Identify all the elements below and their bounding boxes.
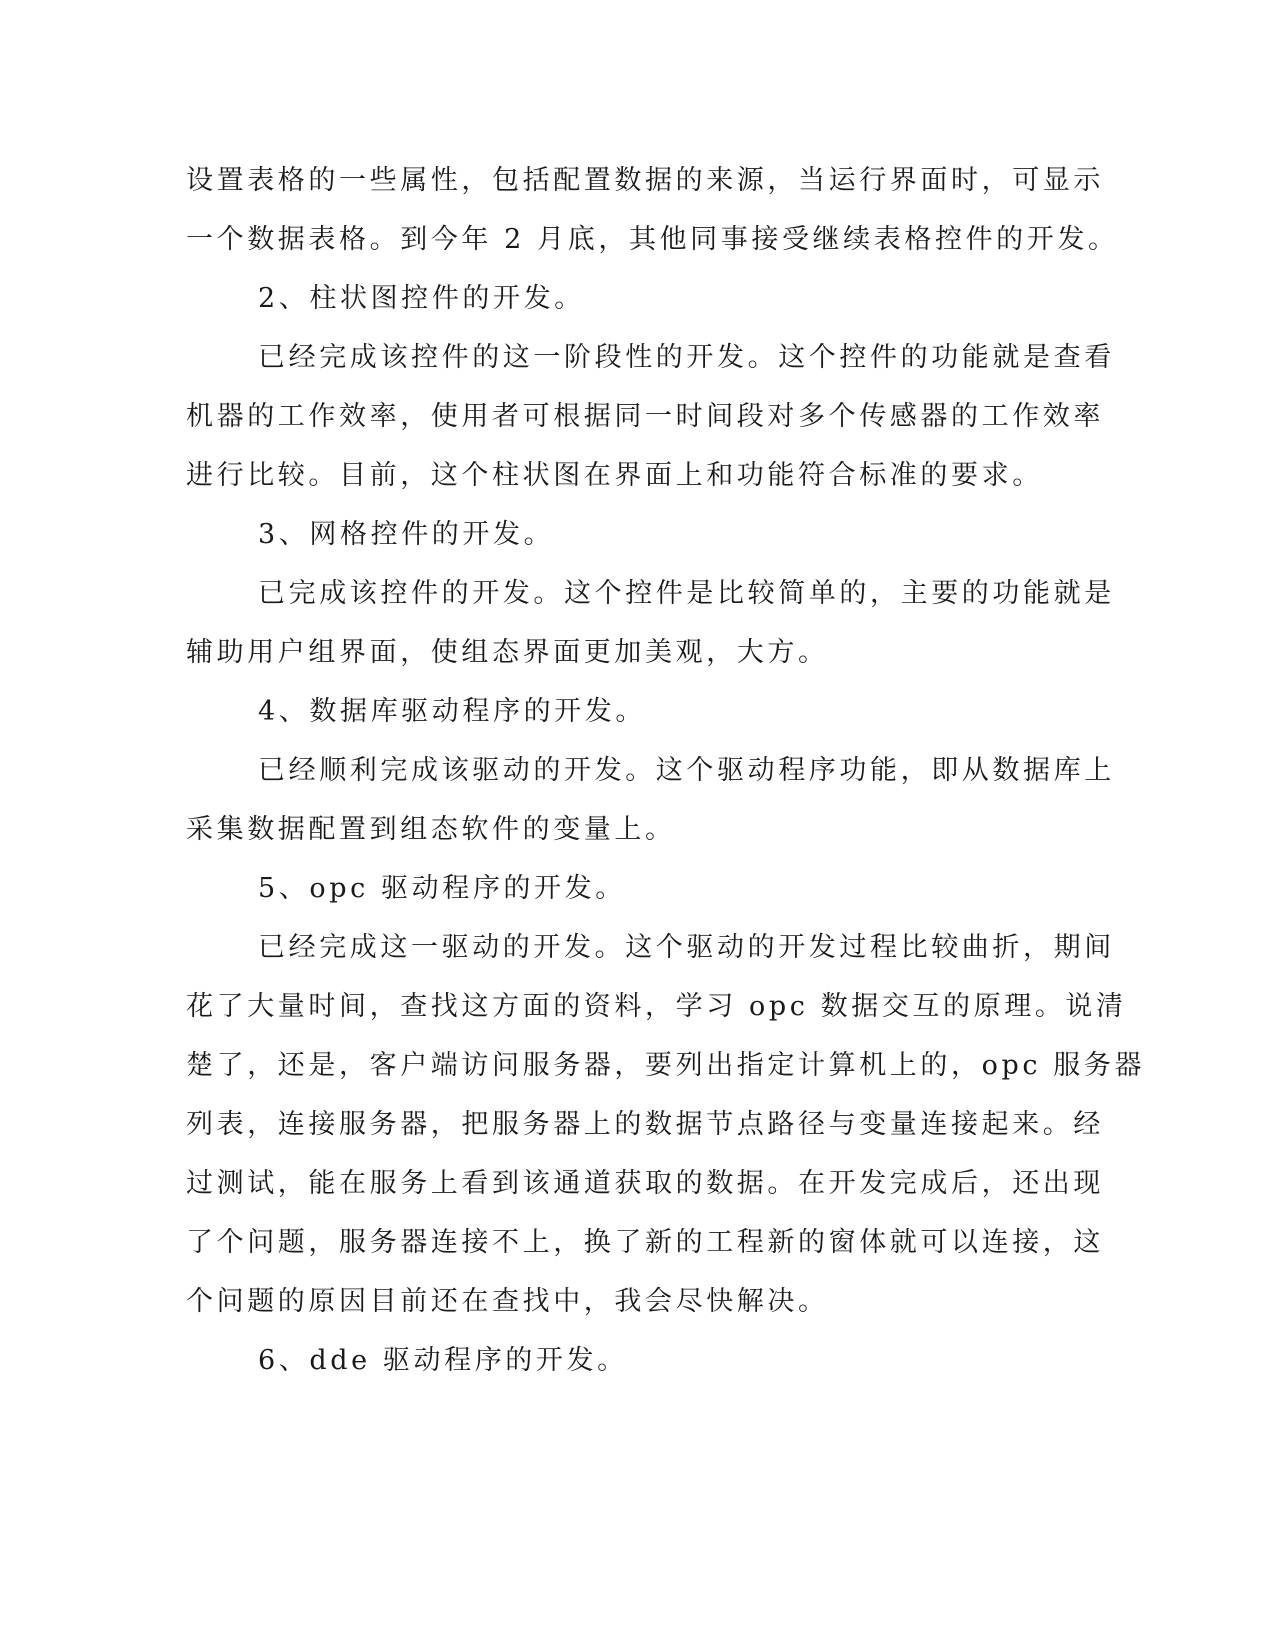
paragraph-line: 已完成该控件的开发。这个控件是比较简单的，主要的功能就是: [258, 578, 1115, 609]
paragraph-line: 列表，连接服务器，把服务器上的数据节点路径与变量连接起来。经: [186, 1109, 1104, 1140]
paragraph-line: 花了大量时间，查找这方面的资料，学习 opc 数据交互的原理。说清: [186, 991, 1127, 1022]
section-heading: 5、opc 驱动程序的开发。: [258, 873, 626, 904]
section-heading: 3、网格控件的开发。: [258, 519, 555, 550]
section-heading: 4、数据库驱动程序的开发。: [258, 696, 646, 727]
paragraph-line: 辅助用户组界面，使组态界面更加美观，大方。: [186, 637, 829, 668]
paragraph-line: 过测试，能在服务上看到该通道获取的数据。在开发完成后，还出现: [186, 1168, 1104, 1199]
section-heading: 6、dde 驱动程序的开发。: [258, 1345, 628, 1376]
section-heading: 2、柱状图控件的开发。: [258, 283, 585, 314]
paragraph-line: 已经完成该控件的这一阶段性的开发。这个控件的功能就是查看: [258, 342, 1115, 373]
paragraph-line: 机器的工作效率，使用者可根据同一时间段对多个传感器的工作效率: [186, 401, 1104, 432]
paragraph-line: 一个数据表格。到今年 2 月底，其他同事接受继续表格控件的开发。: [186, 224, 1119, 255]
paragraph-line: 采集数据配置到组态软件的变量上。: [186, 814, 676, 845]
paragraph-line: 已经顺利完成该驱动的开发。这个驱动程序功能，即从数据库上: [258, 755, 1115, 786]
paragraph-line: 进行比较。目前，这个柱状图在界面上和功能符合标准的要求。: [186, 460, 1043, 491]
paragraph-line: 已经完成这一驱动的开发。这个驱动的开发过程比较曲折，期间: [258, 932, 1115, 963]
paragraph-line: 设置表格的一些属性，包括配置数据的来源，当运行界面时，可显示: [186, 165, 1104, 196]
paragraph-line: 了个问题，服务器连接不上，换了新的工程新的窗体就可以连接，这: [186, 1227, 1104, 1258]
paragraph-line: 个问题的原因目前还在查找中，我会尽快解决。: [186, 1286, 829, 1317]
paragraph-line: 楚了，还是，客户端访问服务器，要列出指定计算机上的，opc 服务器: [186, 1050, 1146, 1081]
